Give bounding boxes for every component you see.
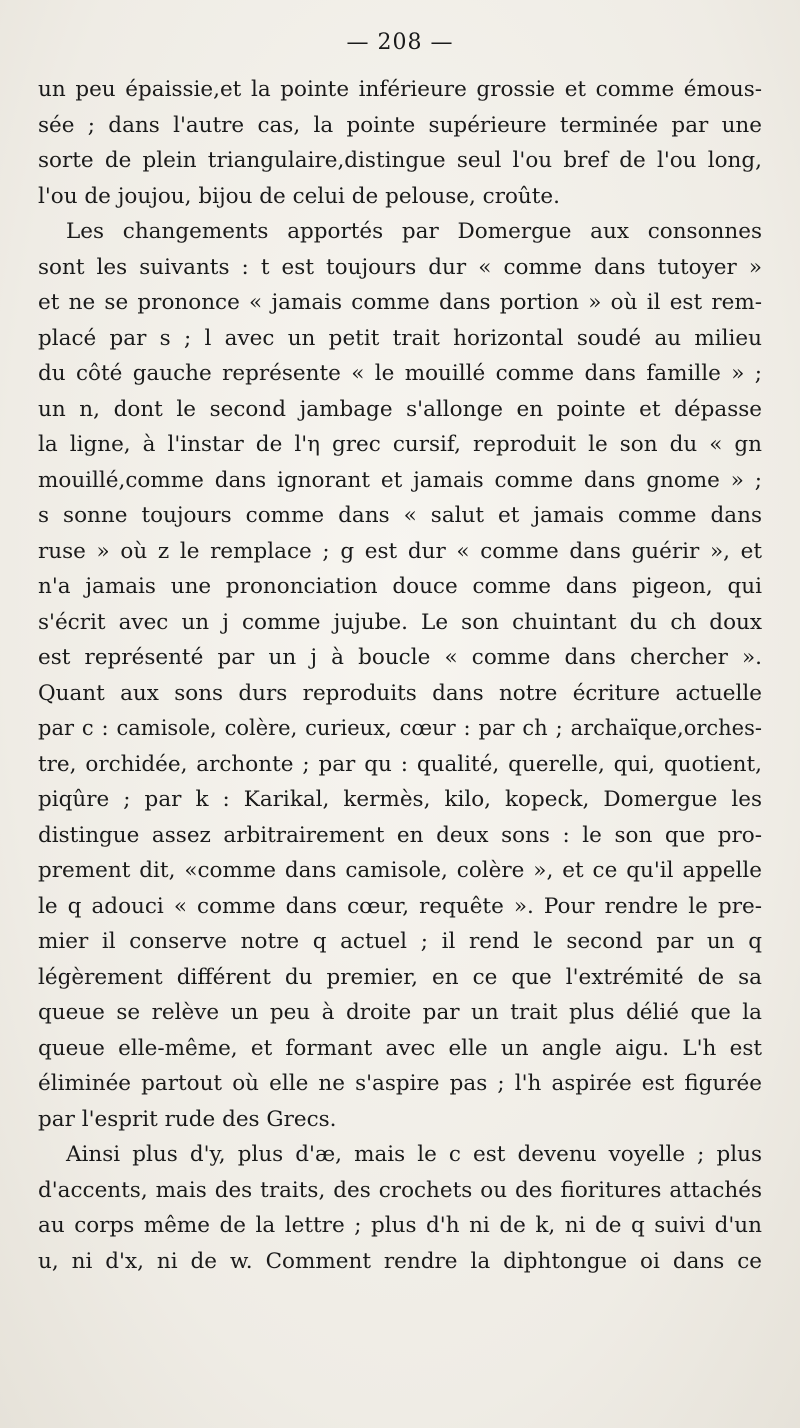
body-text (38, 72, 762, 1279)
text-line: mier il conserve notre q actuel ; il rend le second par un q (38, 929, 762, 954)
text-line: et ne se prononce « jamais comme dans portion » où il est rem- (38, 290, 762, 315)
text-line: d'accents, mais des traits, des crochets ou des fioritures attachés (38, 1177, 762, 1203)
text-line: s'écrit avec un j comme jujube. Le son chuintant du ch doux (38, 609, 762, 635)
text-line: par c : camisole, colère, curieux, cœur : par ch ; archaïque,orches- (38, 716, 762, 740)
text-line: queue elle-même, et formant avec elle un angle aigu. L'h est (38, 1035, 762, 1061)
text-line: mouillé,comme dans ignorant et jamais comme dans gnome » ; (38, 467, 762, 493)
text-line: queue se relève un peu à droite par un trait plus délié que la (38, 1000, 762, 1025)
text-line: sée ; dans l'autre cas, la pointe supérieure terminée par une (38, 112, 762, 138)
text-line: Quant aux sons durs reproduits dans notre écriture actuelle (38, 680, 762, 706)
text-line: éliminée partout où elle ne s'aspire pas ; l'h aspirée est figurée (38, 1071, 762, 1096)
text-line: sont les suivants : t est toujours dur « comme dans tutoyer » (38, 254, 762, 280)
text-line: l'ou de joujou, bijou de celui de pelouse, croûte. (38, 183, 560, 209)
text-line: distingue assez arbitrairement en deux sons : le son que pro- (38, 822, 762, 848)
text-line: n'a jamais une prononciation douce comme dans pigeon, qui (38, 574, 762, 599)
text-line: prement dit, «comme dans camisole, colère », et ce qu'il appelle (38, 858, 762, 883)
text-line: un n, dont le second jambage s'allonge en pointe et dépasse (38, 396, 762, 422)
text-line: au corps même de la lettre ; plus d'h ni de k, ni de q suivi d'un (38, 1213, 762, 1238)
text-line: le q adouci « comme dans cœur, requête ». Pour rendre le pre- (38, 893, 762, 919)
text-line: est représenté par un j à boucle « comme dans chercher ». (38, 645, 762, 670)
text-line: u, ni d'x, ni de w. Comment rendre la diphtongue oi dans ce (38, 1248, 762, 1274)
text-line: sorte de plein triangulaire,distingue seul l'ou bref de l'ou long, (38, 148, 762, 173)
text-line: placé par s ; l avec un petit trait horizontal soudé au milieu (38, 325, 762, 351)
text-line: ruse » où z le remplace ; g est dur « comme dans guérir », et (38, 538, 762, 564)
page-number: — 208 — (346, 30, 454, 55)
text-line: légèrement différent du premier, en ce que l'extrémité de sa (38, 964, 762, 990)
text-line: un peu épaissie,et la pointe inférieure grossie et comme émous- (38, 77, 762, 102)
text-line: tre, orchidée, archonte ; par qu : qualité, querelle, qui, quotient, (38, 751, 762, 777)
text-line: la ligne, à l'instar de l'η grec cursif, reproduit le son du « gn (38, 432, 762, 457)
text-line: par l'esprit rude des Grecs. (38, 1106, 337, 1132)
text-line: Les changements apportés par Domergue aux consonnes (66, 219, 762, 244)
text-line: Ainsi plus d'y, plus d'æ, mais le c est devenu voyelle ; plus (66, 1142, 762, 1167)
text-line: du côté gauche représente « le mouillé comme dans famille » ; (38, 361, 762, 386)
text-line: s sonne toujours comme dans « salut et jamais comme dans (38, 503, 762, 528)
text-line: piqûre ; par k : Karikal, kermès, kilo, kopeck, Domergue les (38, 787, 762, 812)
